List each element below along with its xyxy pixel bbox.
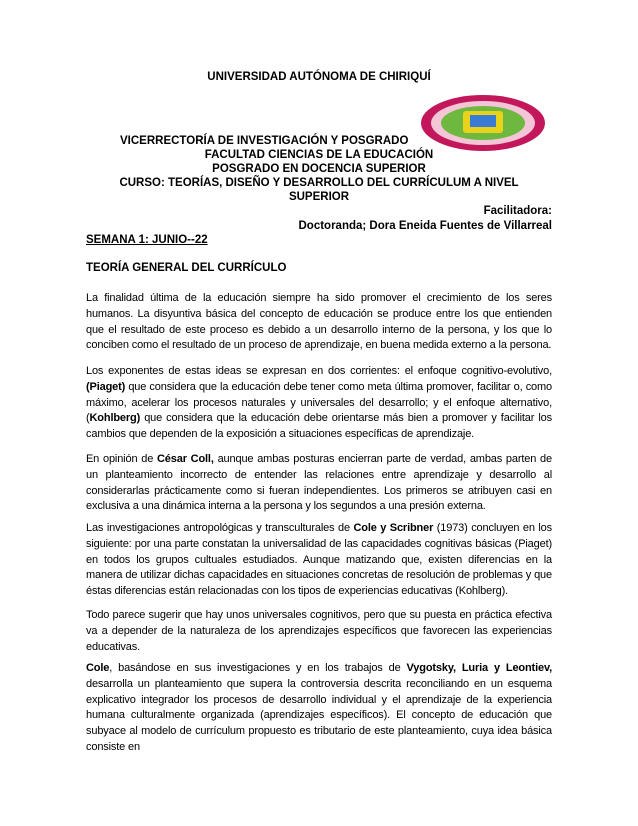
facilitadora-name: Doctoranda; Dora Eneida Fuentes de Villarreal (298, 220, 552, 232)
vicerrectoria-line: VICERRECTORÍA DE INVESTIGACIÓN Y POSGRADO (120, 135, 409, 147)
facultad-line: FACULTAD CIENCIAS DE LA EDUCACIÓN (204, 149, 434, 161)
facilitadora-label: Facilitadora: (483, 205, 552, 217)
semana-heading: SEMANA 1: JUNIO--22 (86, 234, 208, 246)
paragraph-6: Cole, basándose en sus investigaciones y en los trabajos de Vygotsky, Luria y Leontiev, desarrolla un planteamiento que supera la controversia descrita reconciliando en un esquema explicativo integrador los procesos de desarrollo individual y el aprendizaje de la experiencia humana culturalmente organizada (aprendizajes específicos). El concepto de educación que subyace al modelo de currículum propuesto es tributario de este planteamiento, cuya idea básica consiste en (86, 662, 552, 753)
paragraph-2: Los exponentes de estas ideas se expresan en dos corrientes: el enfoque cognitivo-evolutivo, (Piaget) que considera que la educación debe tener como meta última promover, facilitar o, como máximo, acelerar los procesos naturales y universales del desarrollo; y el enfoque alternativo, (Kohlberg) que considera que la educación debe orientarse más bien a promover y facilitar los cambios que dependen de la exposición a situaciones específicas de aprendizaje. (86, 365, 552, 441)
university-title: UNIVERSIDAD AUTÓNOMA DE CHIRIQUÍ (207, 71, 431, 83)
university-logo (418, 93, 548, 153)
section-title: TEORÍA GENERAL DEL CURRÍCULO (86, 262, 287, 274)
paragraph-4: Las investigaciones antropológicas y transculturales de Cole y Scribner (1973) concluyen en los siguiente: por una parte constatan la universalidad de las capacidades cognitivas básicas (Piaget) en todos los grupos cultuales estudiados. Aunque matizando que, existen diferencias en la manera de utilizar dichas capacidades en situaciones concretas de resolución de problemas y que éstas diferencias están relacionadas con los tipos de experiencias educativas (Kohlberg). (86, 522, 552, 598)
posgrado-line: POSGRADO EN DOCENCIA SUPERIOR (212, 163, 426, 175)
paragraph-5: Todo parece sugerir que hay unos universales cognitivos, pero que su puesta en práctica efectiva va a depender de la naturaleza de los aprendizajes específicos que favorecen las experiencias educativas. (86, 609, 552, 653)
curso-line-1: CURSO: TEORÍAS, DISEÑO Y DESARROLLO DEL CURRÍCULUM A NIVEL (119, 177, 519, 189)
paragraph-3: En opinión de César Coll, aunque ambas posturas encierran parte de verdad, ambas parten de un planteamiento incorrecto de entender las relaciones entre aprendizaje y desarrollo al considerarlas prácticamente como si fueran independientes. Los primeros se atribuyen casi en exclusiva a una dinámica interna a la persona y los segundos a una presión externa. (86, 453, 552, 513)
curso-line-2: SUPERIOR (288, 191, 350, 203)
paragraph-1: La finalidad última de la educación siempre ha sido promover el crecimiento de los seres humanos. La disyuntiva básica del concepto de educación se produce entre los que entienden que el resultado de este proceso es debido a un desarrollo interno de la persona, y los que lo conciben como el resultado de un proceso de aprendizaje, en buena medida externo a la persona. (86, 292, 552, 352)
